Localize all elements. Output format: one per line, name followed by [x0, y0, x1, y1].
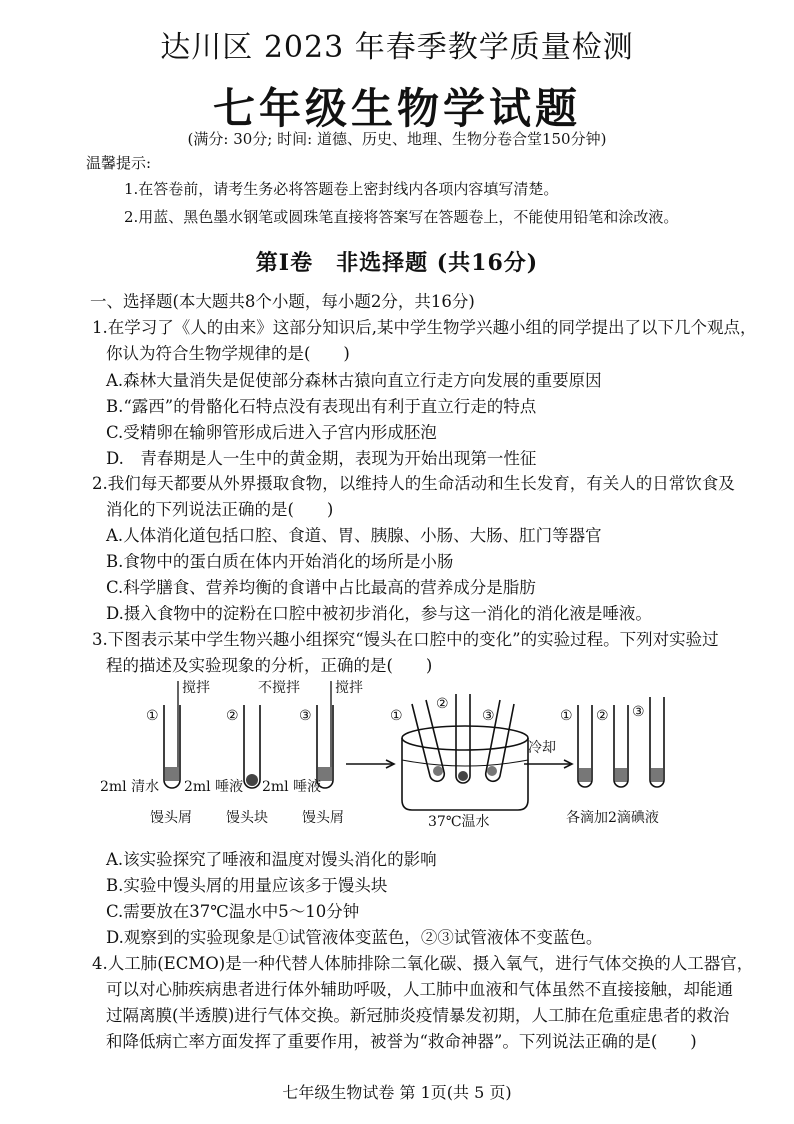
q2-option-c: C.科学膳食、营养均衡的食谱中占比最高的营养成分是脂肪	[106, 578, 536, 597]
label-food-2: 馒头块	[226, 810, 268, 826]
label-tube-2: ②	[226, 708, 239, 724]
q1-option-c: C.受精卵在输卵管形成后进入子宫内形成胚泡	[106, 423, 437, 442]
q4-stem-line2: 可以对心肺疾病患者进行体外辅助呼吸，人工肺中血液和气体虽然不直接接触，却能通	[106, 980, 733, 999]
q3-option-a: A.该实验探究了唾液和温度对馒头消化的影响	[106, 850, 437, 869]
q1-option-d: D. 青春期是人一生中的黄金期，表现为开始出现第一性征	[106, 449, 537, 468]
bath-tube-2	[456, 694, 470, 783]
q2-option-d: D.摄入食物中的淀粉在口腔中被初步消化，参与这一消化的消化液是唾液。	[106, 604, 652, 623]
tip-item-2: 2.用蓝、黑色墨水钢笔或圆珠笔直接将答案写在答题卷上，不能使用铅笔和涂改液。	[124, 208, 679, 226]
score-time-info: (满分: 30分; 时间: 道德、历史、地理、生物分卷合堂150分钟)	[187, 130, 607, 148]
page-footer: 七年级生物试卷 第 1页(共 5 页)	[282, 1083, 512, 1102]
q4-stem-line3: 过隔离膜(半透膜)进行气体交换。新冠肺炎疫情暴发初期，人工肺在危重症患者的救治	[106, 1006, 730, 1025]
label-liquid-3: 2ml 唾液	[262, 779, 322, 795]
q1-option-b: B.“露西”的骨骼化石特点没有表现出有利于直立行走的特点	[106, 397, 537, 416]
label-stir-3: 搅拌	[335, 680, 363, 696]
q2-stem-line1: 2.我们每天都要从外界摄取食物，以维持人的生命活动和生长发育，有关人的日常饮食及	[92, 474, 735, 493]
q1-option-a: A.森林大量消失是促使部分森林古猿向直立行走方向发展的重要原因	[106, 371, 602, 390]
tip-item-1: 1.在答卷前，请考生务必将答题卷上密封线内各项内容填写清楚。	[124, 180, 559, 198]
label-bath-2: ②	[436, 696, 449, 712]
q4-stem-line1: 4.人工肺(ECMO)是一种代替人体肺排除二氧化碳、摄入氧气，进行气体交换的人工器官，	[92, 954, 754, 973]
q4-stem-line4: 和降低病亡率方面发挥了重要作用，被誉为“救命神器”。下列说法正确的是( )	[106, 1032, 697, 1051]
label-food-3: 馒头屑	[302, 810, 344, 826]
label-food-1: 馒头屑	[150, 810, 192, 826]
q3-option-d: D.观察到的实验现象是①试管液体变蓝色，②③试管液体不变蓝色。	[106, 928, 603, 947]
label-cool: 冷却	[528, 740, 556, 756]
label-final-1: ①	[560, 708, 573, 724]
q3-stem-line2: 程的描述及实验现象的分析，正确的是( )	[106, 656, 433, 675]
bread-block-2	[246, 774, 258, 786]
label-stir-1: 搅拌	[182, 680, 210, 696]
label-final-3: ③	[632, 704, 645, 720]
label-liquid-1: 2ml 清水	[100, 779, 160, 795]
label-tube-1: ①	[146, 708, 159, 724]
label-tube-3: ③	[299, 708, 312, 724]
label-iodine: 各滴加2滴碘液	[566, 810, 659, 826]
label-liquid-2: 2ml 唾液	[184, 779, 244, 795]
label-bath-3: ③	[482, 708, 495, 724]
label-water-bath: 37℃温水	[428, 814, 490, 830]
experiment-diagram	[0, 672, 794, 842]
section1-title: 一、选择题(本大题共8个小题，每小题2分，共16分)	[90, 292, 475, 311]
label-bath-1: ①	[390, 708, 403, 724]
q2-stem-line2: 消化的下列说法正确的是( )	[106, 500, 334, 519]
q2-option-a: A.人体消化道包括口腔、食道、胃、胰腺、小肠、大肠、肛门等器官	[106, 526, 602, 545]
q3-stem-line1: 3.下图表示某中学生物兴趣小组探究“馒头在口腔中的变化”的实验过程。下列对实验过	[92, 630, 719, 649]
label-final-2: ②	[596, 708, 609, 724]
q1-stem-line2: 你认为符合生物学规律的是( )	[106, 344, 350, 363]
part1-title: 第Ⅰ卷 非选择题 (共16分)	[255, 250, 539, 276]
bread-crumbs-1	[165, 767, 179, 781]
tips-heading: 温馨提示:	[86, 154, 152, 172]
q3-option-b: B.实验中馒头屑的用量应该多于馒头块	[106, 876, 388, 895]
label-no-stir: 不搅拌	[258, 680, 300, 696]
q2-option-b: B.食物中的蛋白质在体内开始消化的场所是小肠	[106, 552, 454, 571]
q1-stem-line1: 1.在学习了《人的由来》这部分知识后,某中学生物学兴趣小组的同学提出了以下几个观点，	[92, 318, 757, 337]
subject-title: 七年级生物学试题	[212, 84, 581, 133]
q3-option-c: C.需要放在37℃温水中5～10分钟	[106, 902, 360, 921]
exam-title: 达川区 2023 年春季教学质量检测	[160, 30, 634, 65]
